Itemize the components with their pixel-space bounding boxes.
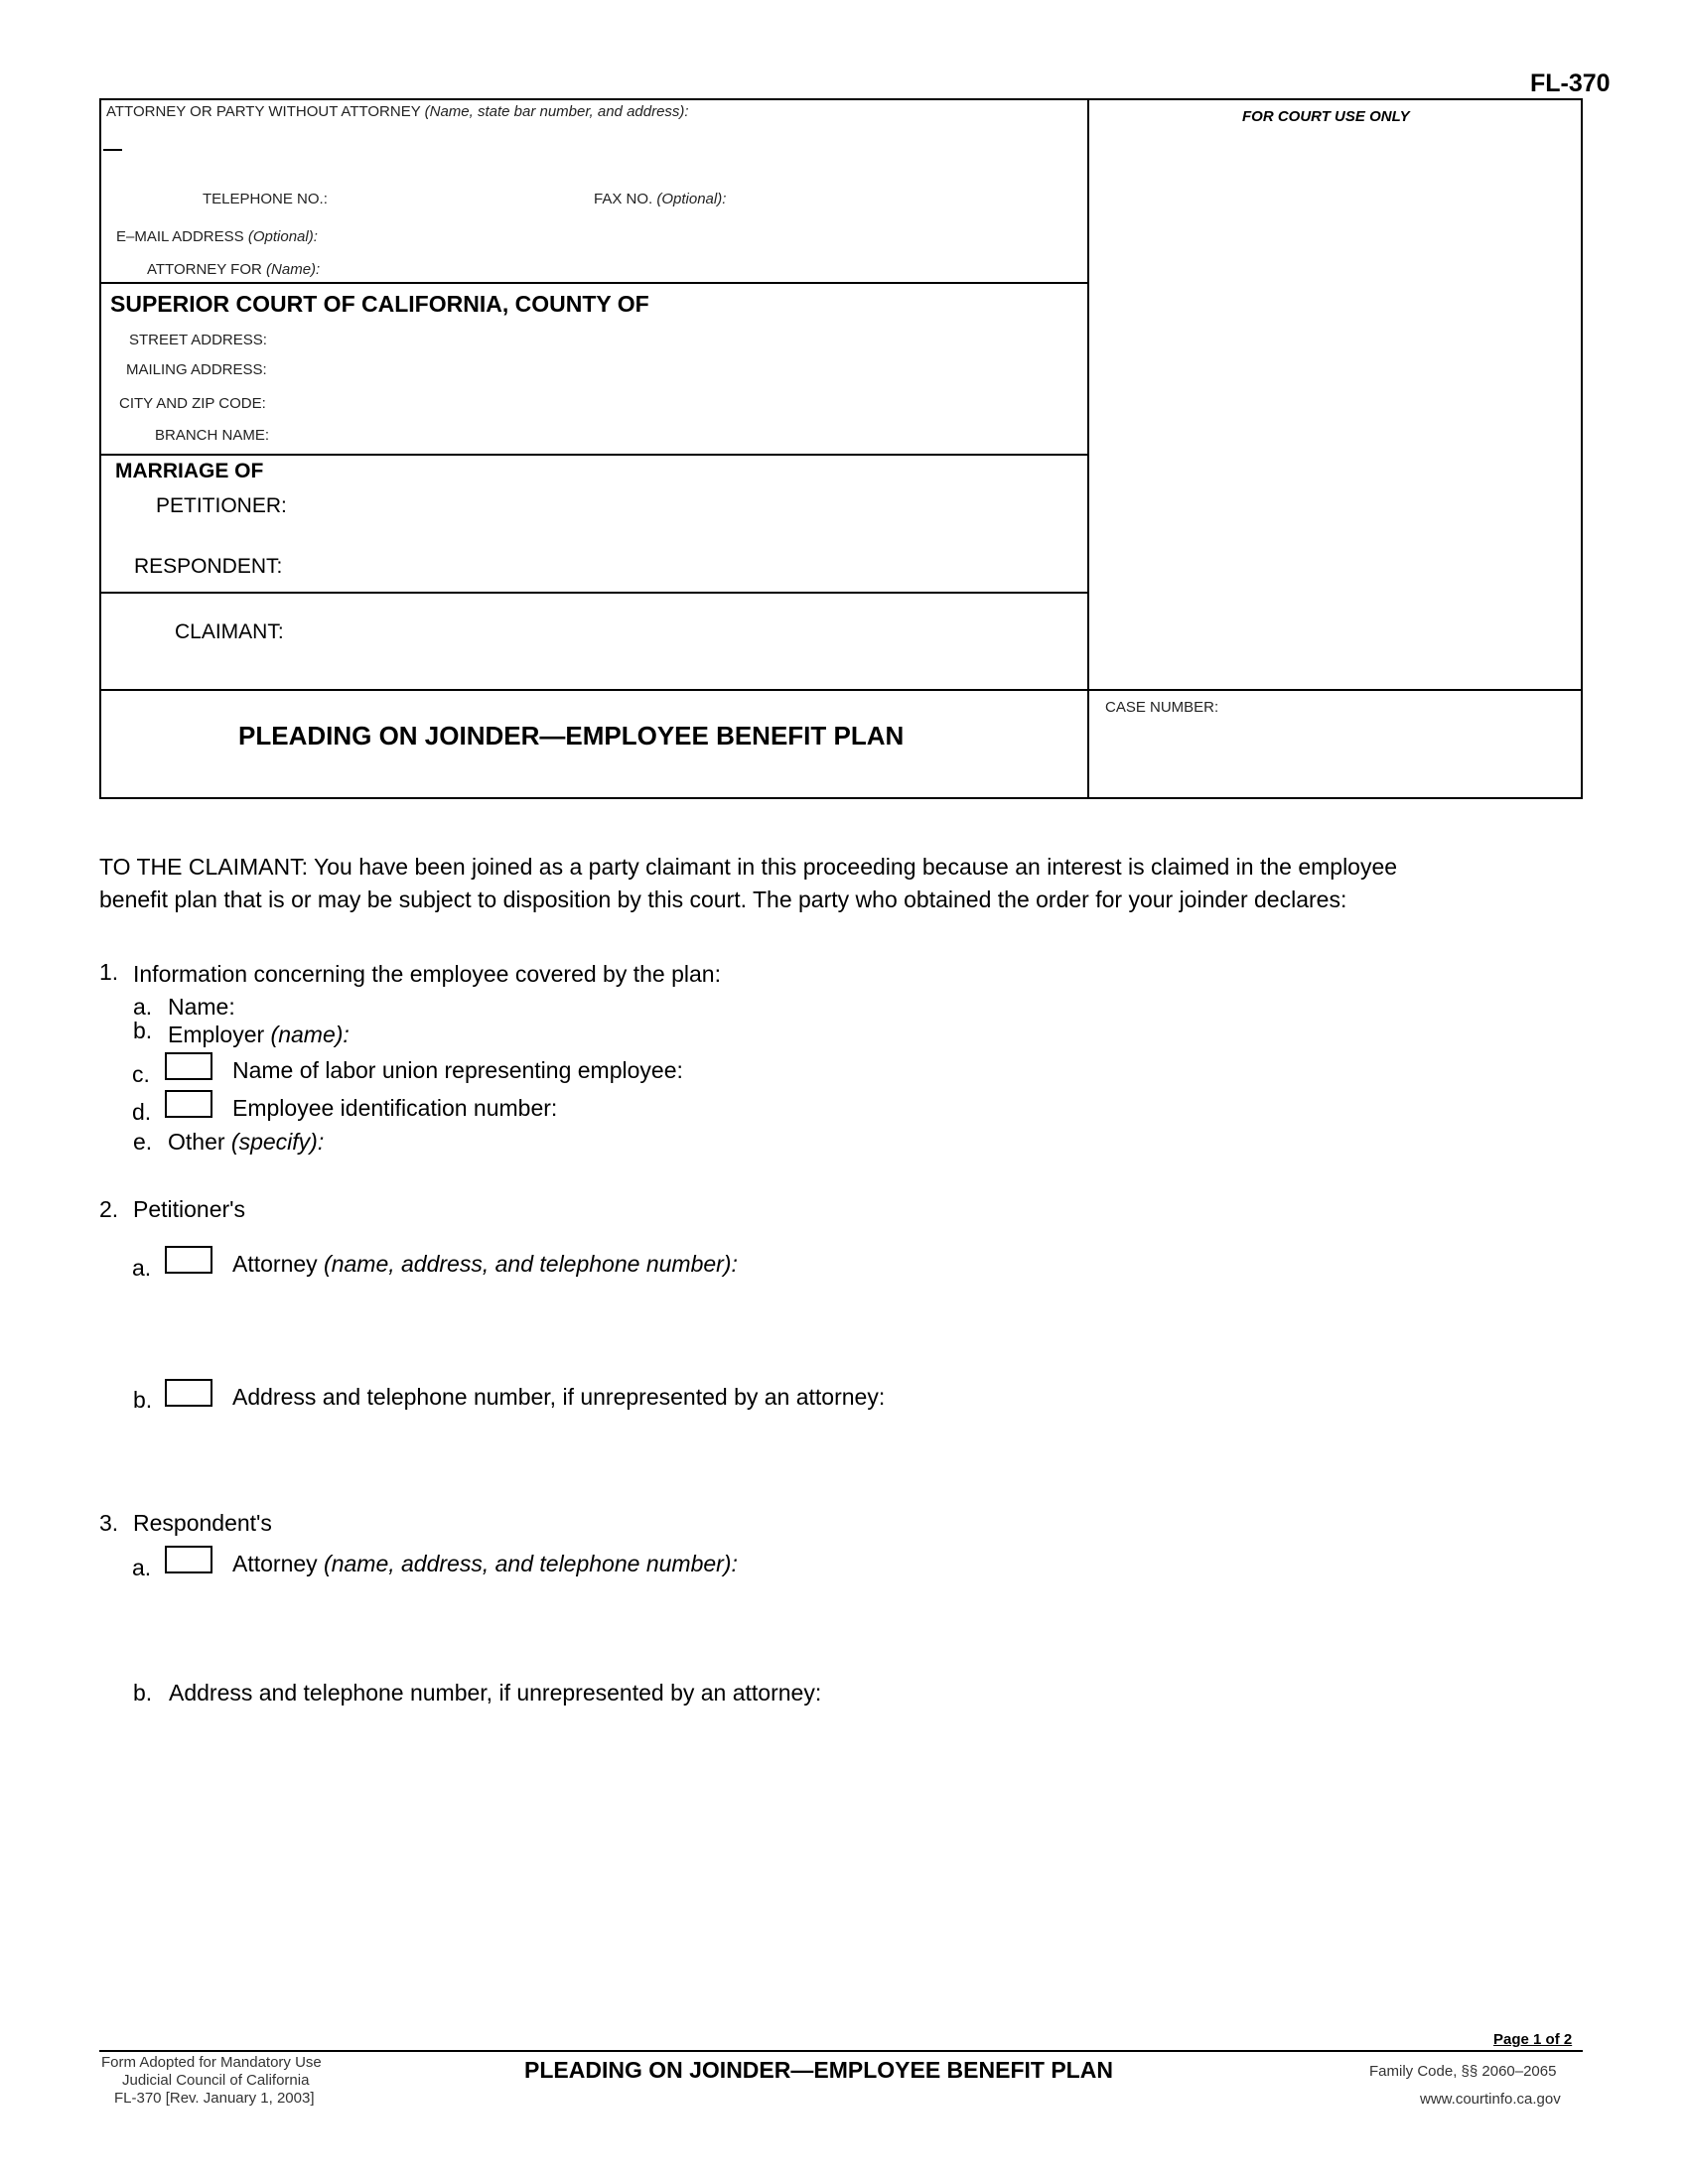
email-field[interactable] — [343, 224, 1077, 248]
attorney-for-label-hint: (Name): — [266, 261, 321, 278]
divider-marriage — [99, 454, 1089, 456]
item1e-letter: e. — [133, 1129, 153, 1155]
email-label-hint: (Optional): — [247, 228, 318, 245]
petitioner-attorney-checkbox[interactable] — [165, 1246, 212, 1274]
item2b-letter: b. — [133, 1387, 153, 1413]
employee-name-field[interactable] — [248, 991, 1579, 1019]
petitioner-address-field[interactable] — [232, 1416, 1579, 1505]
respondent-address-field[interactable] — [169, 1711, 1579, 1811]
item2b-text: Address and telephone number, if unrepresented by an attorney: — [232, 1384, 886, 1410]
petitioner-attorney-field[interactable] — [232, 1283, 1579, 1372]
item1b-hint: (name): — [270, 1022, 350, 1047]
footer-adopted: Form Adopted for Mandatory Use — [101, 2054, 322, 2071]
header-divider-vertical — [1087, 98, 1089, 799]
footer-judicial-council: Judicial Council of California — [122, 2072, 310, 2089]
item3a-hint: (name, address, and telephone number): — [324, 1551, 738, 1576]
telephone-label: TELEPHONE NO.: — [203, 191, 328, 207]
labor-union-field[interactable] — [725, 1054, 1579, 1082]
form-number: FL-370 — [1530, 69, 1611, 97]
divider-claimant — [99, 592, 1089, 594]
other-specify-field[interactable] — [348, 1126, 1579, 1154]
fax-label-text: FAX NO. — [594, 191, 653, 207]
petitioner-unrepresented-checkbox[interactable] — [165, 1379, 212, 1407]
street-address-label: STREET ADDRESS: — [129, 332, 267, 348]
attorney-name-field[interactable] — [103, 127, 1081, 187]
item1e-text — [168, 1129, 324, 1156]
branch-name-field[interactable] — [288, 423, 1077, 447]
item1b-text — [168, 1022, 350, 1048]
divider-court — [99, 282, 1089, 284]
item2a-label: Attorney — [232, 1251, 318, 1277]
item1-number: 1. — [99, 959, 119, 985]
header-box-bottom — [99, 797, 1583, 799]
item3a-label: Attorney — [232, 1551, 318, 1576]
county-field[interactable] — [695, 290, 1077, 318]
court-use-label: FOR COURT USE ONLY — [1242, 108, 1410, 125]
attorney-label — [106, 103, 689, 120]
footer-family-code: Family Code, §§ 2060–2065 — [1369, 2063, 1557, 2080]
item2-text: Petitioner's — [133, 1196, 246, 1222]
footer-rule — [99, 2050, 1583, 2052]
labor-union-checkbox[interactable] — [165, 1052, 212, 1080]
email-label-text: E–MAIL ADDRESS — [116, 228, 244, 245]
mailing-address-label: MAILING ADDRESS: — [126, 361, 267, 378]
respondent-field[interactable] — [298, 551, 1077, 581]
attorney-label-hint: (Name, state bar number, and address): — [424, 103, 689, 120]
item1c-text: Name of labor union representing employee: — [232, 1057, 683, 1083]
petitioner-label: PETITIONER: — [156, 494, 287, 517]
header-box-right — [1581, 98, 1583, 799]
claimant-field[interactable] — [298, 615, 1077, 645]
item1b-label: Employer — [168, 1022, 265, 1047]
email-label — [116, 228, 318, 245]
item1c-letter: c. — [132, 1061, 150, 1087]
branch-name-label: BRANCH NAME: — [155, 427, 270, 444]
footer-url[interactable]: www.courtinfo.ca.gov — [1420, 2091, 1561, 2108]
page-indicator: Page 1 of 2 — [1493, 2031, 1573, 2048]
item1e-hint: (specify): — [230, 1129, 325, 1155]
employee-id-field[interactable] — [596, 1092, 1579, 1120]
item1b-letter: b. — [133, 1018, 153, 1043]
petitioner-field[interactable] — [298, 490, 1077, 520]
case-number-field[interactable] — [1097, 721, 1574, 790]
attorney-for-label — [147, 261, 320, 278]
respondent-label: RESPONDENT: — [134, 555, 283, 578]
fax-label-hint: (Optional): — [656, 191, 727, 207]
item1d-text: Employee identification number: — [232, 1095, 558, 1121]
case-number-label: CASE NUMBER: — [1105, 699, 1219, 716]
court-heading: SUPERIOR COURT OF CALIFORNIA, COUNTY OF — [110, 291, 649, 317]
item3-text: Respondent's — [133, 1510, 272, 1536]
telephone-field[interactable] — [343, 187, 581, 210]
item3b-text: Address and telephone number, if unrepresented by an attorney: — [169, 1680, 822, 1706]
intro-line-1: TO THE CLAIMANT: You have been joined as a party claimant in this proceeding because an interest is claimed in the employee — [99, 854, 1398, 880]
item3a-letter: a. — [132, 1555, 152, 1580]
footer-form-revision: FL-370 [Rev. January 1, 2003] — [114, 2090, 315, 2107]
item2-number: 2. — [99, 1196, 119, 1222]
form-title: PLEADING ON JOINDER—EMPLOYEE BENEFIT PLAN — [238, 721, 905, 751]
attorney-for-label-text: ATTORNEY FOR — [147, 261, 262, 278]
item2a-text — [232, 1251, 738, 1278]
item1a-letter: a. — [133, 994, 153, 1020]
respondent-attorney-field[interactable] — [232, 1582, 1579, 1672]
header-box-left — [99, 98, 101, 799]
item1a-text: Name: — [168, 994, 235, 1020]
intro-line-2: benefit plan that is or may be subject to disposition by this court. The party who obtained the order for your joinder declares: — [99, 887, 1347, 912]
respondent-attorney-checkbox[interactable] — [165, 1546, 212, 1573]
item3b-letter: b. — [133, 1680, 153, 1706]
employer-field[interactable] — [372, 1019, 1579, 1046]
header-box-top — [99, 98, 1583, 100]
fax-field[interactable] — [747, 187, 1074, 210]
fax-label — [594, 191, 726, 207]
marriage-label: MARRIAGE OF — [115, 460, 264, 482]
city-zip-label: CITY AND ZIP CODE: — [119, 395, 266, 412]
item1-text: Information concerning the employee covered by the plan: — [133, 961, 721, 987]
claimant-label: CLAIMANT: — [175, 620, 284, 643]
city-zip-field[interactable] — [288, 391, 1077, 415]
employee-id-checkbox[interactable] — [165, 1090, 212, 1118]
item3-number: 3. — [99, 1510, 119, 1536]
footer-title: PLEADING ON JOINDER—EMPLOYEE BENEFIT PLAN — [524, 2057, 1113, 2083]
attorney-for-field[interactable] — [343, 257, 1077, 281]
item2a-letter: a. — [132, 1255, 152, 1281]
attorney-label-text: ATTORNEY OR PARTY WITHOUT ATTORNEY — [106, 103, 421, 120]
mailing-address-field[interactable] — [288, 357, 1077, 381]
item1e-label: Other — [168, 1129, 225, 1155]
divider-title — [99, 689, 1583, 691]
item3a-text — [232, 1551, 738, 1577]
street-address-field[interactable] — [288, 328, 1077, 351]
item2a-hint: (name, address, and telephone number): — [324, 1251, 738, 1277]
item1d-letter: d. — [132, 1099, 152, 1125]
